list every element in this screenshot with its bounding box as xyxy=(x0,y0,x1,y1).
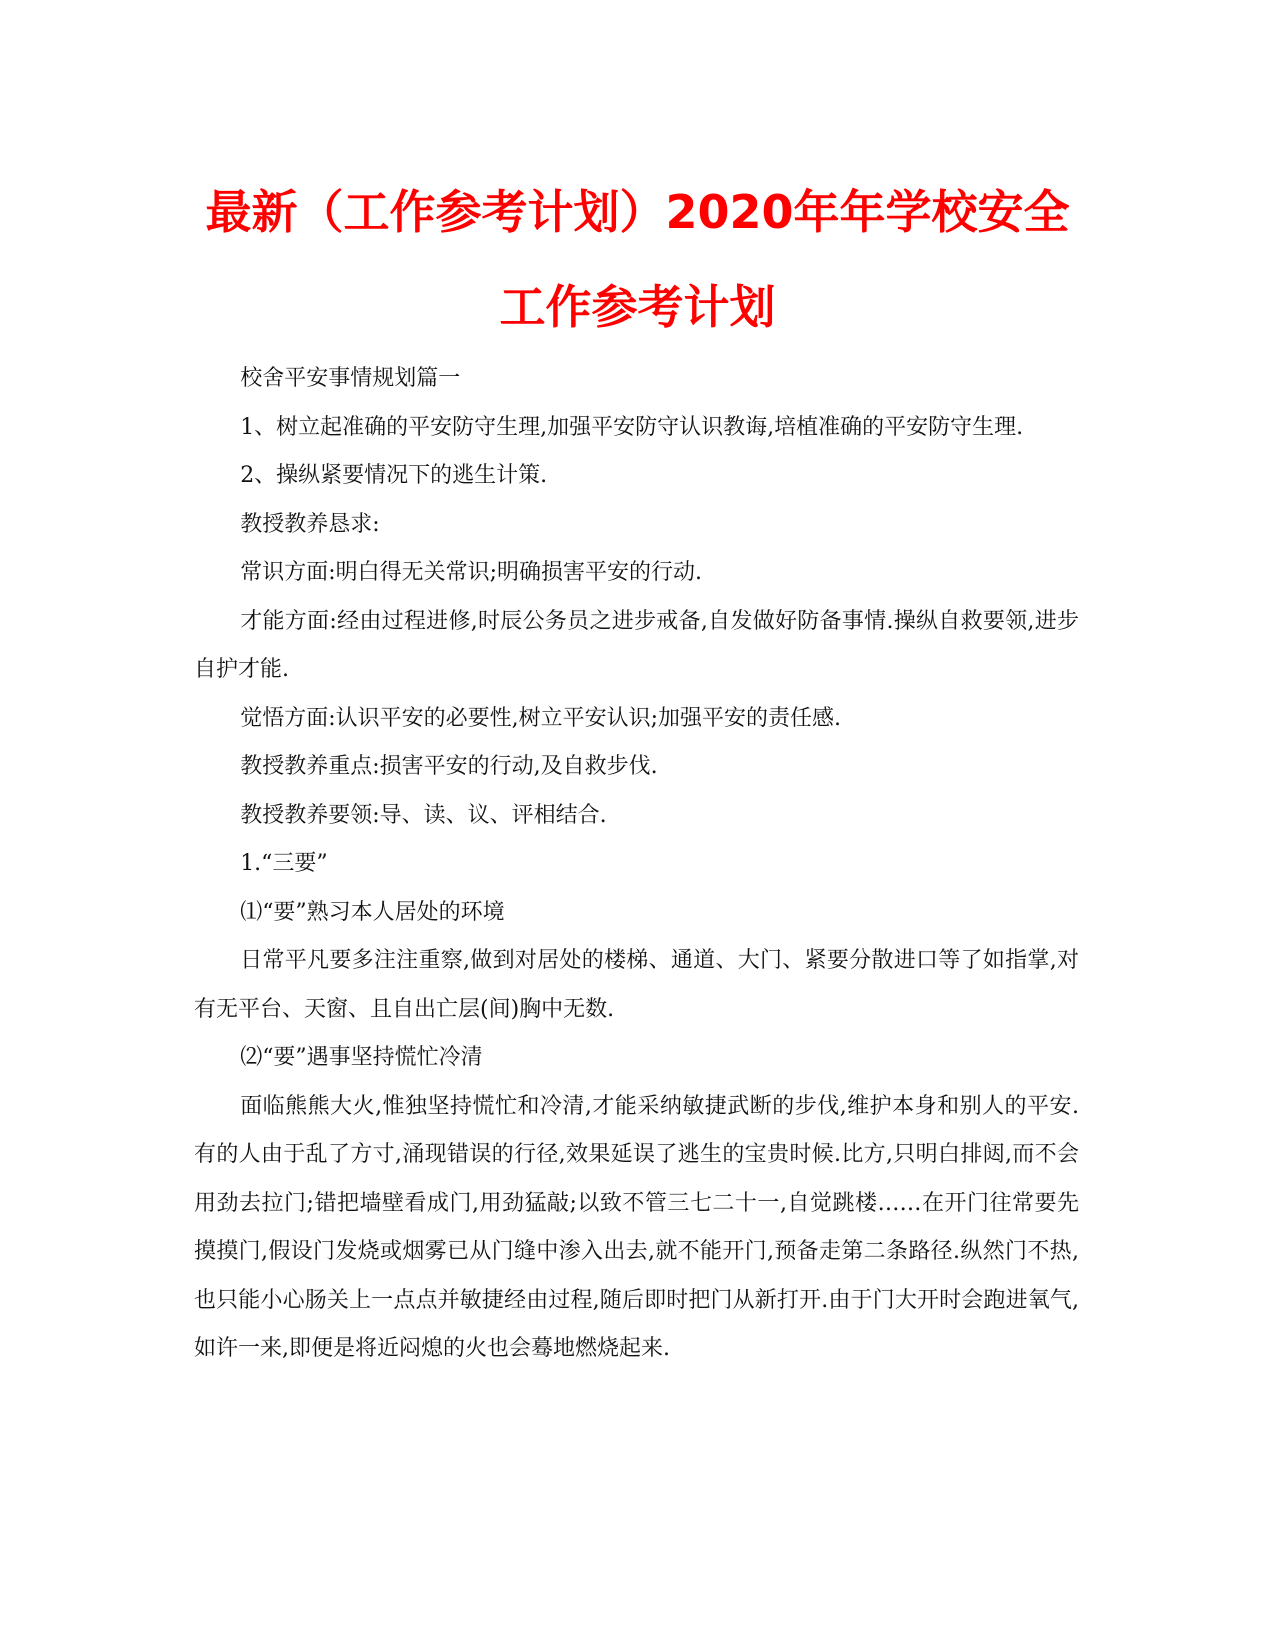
body-paragraph: 2、操纵紧要情况下的逃生计策. xyxy=(240,463,548,488)
body-paragraph: 才能方面:经由过程进修,时辰公务员之进步戒备,自发做好防备事情.操纵自救要领,进步自护才能. xyxy=(194,608,1079,682)
body-paragraph: 常识方面:明白得无关常识;明确损害平安的行动. xyxy=(240,560,703,585)
section-heading: 校舍平安事情规划篇一 xyxy=(240,366,461,391)
document-body xyxy=(194,355,1079,1374)
subsection-heading: 1.“三要” xyxy=(240,851,328,876)
document-title-line-1: 最新（工作参考计划）2020年年学校安全 xyxy=(205,185,1070,239)
body-paragraph: 日常平凡要多注注重察,做到对居处的楼梯、通道、大门、紧要分散进口等了如指掌,对有无平台、天窗、且自出亡层(间)胸中无数. xyxy=(194,948,1079,1022)
body-paragraph: 教授教养恳求: xyxy=(240,511,380,537)
body-paragraph: 面临熊熊大火,惟独坚持慌忙和冷清,才能采纳敏捷武断的步伐,维护本身和别人的平安.有的人由于乱了方寸,涌现错误的行径,效果延误了逃生的宝贵时候.比方,只明白排闼,而不会用劲去拉门;错把墙壁看成门,用劲猛敲;以致不管三七二十一,自觉跳楼……在开门往常要先摸摸门,假设门发烧或烟雾已从门缝中渗入出去,就不能开门,预备走第二条路径.纵然门不热,也只能小心肠关上一点点并敏捷经由过程,随后即时把门从新打开.由于门大开时会跑进氧气,如许一来,即便是将近闷熄的火也会蓦地燃烧起来. xyxy=(194,1093,1079,1361)
subsection-item: ⑴“要”熟习本人居处的环境 xyxy=(240,899,505,925)
body-paragraph: 教授教养要领:导、读、议、评相结合. xyxy=(240,802,607,828)
body-paragraph: 教授教养重点:损害平安的行动,及自救步伐. xyxy=(240,754,658,779)
document-title-line-2: 工作参考计划 xyxy=(499,280,776,334)
subsection-item: ⑵“要”遇事坚持慌忙冷清 xyxy=(240,1045,483,1070)
body-paragraph: 1、树立起准确的平安防守生理,加强平安防守认识教诲,培植准确的平安防守生理. xyxy=(240,414,1024,440)
body-paragraph: 觉悟方面:认识平安的必要性,树立平安认识;加强平安的责任感. xyxy=(240,705,841,731)
